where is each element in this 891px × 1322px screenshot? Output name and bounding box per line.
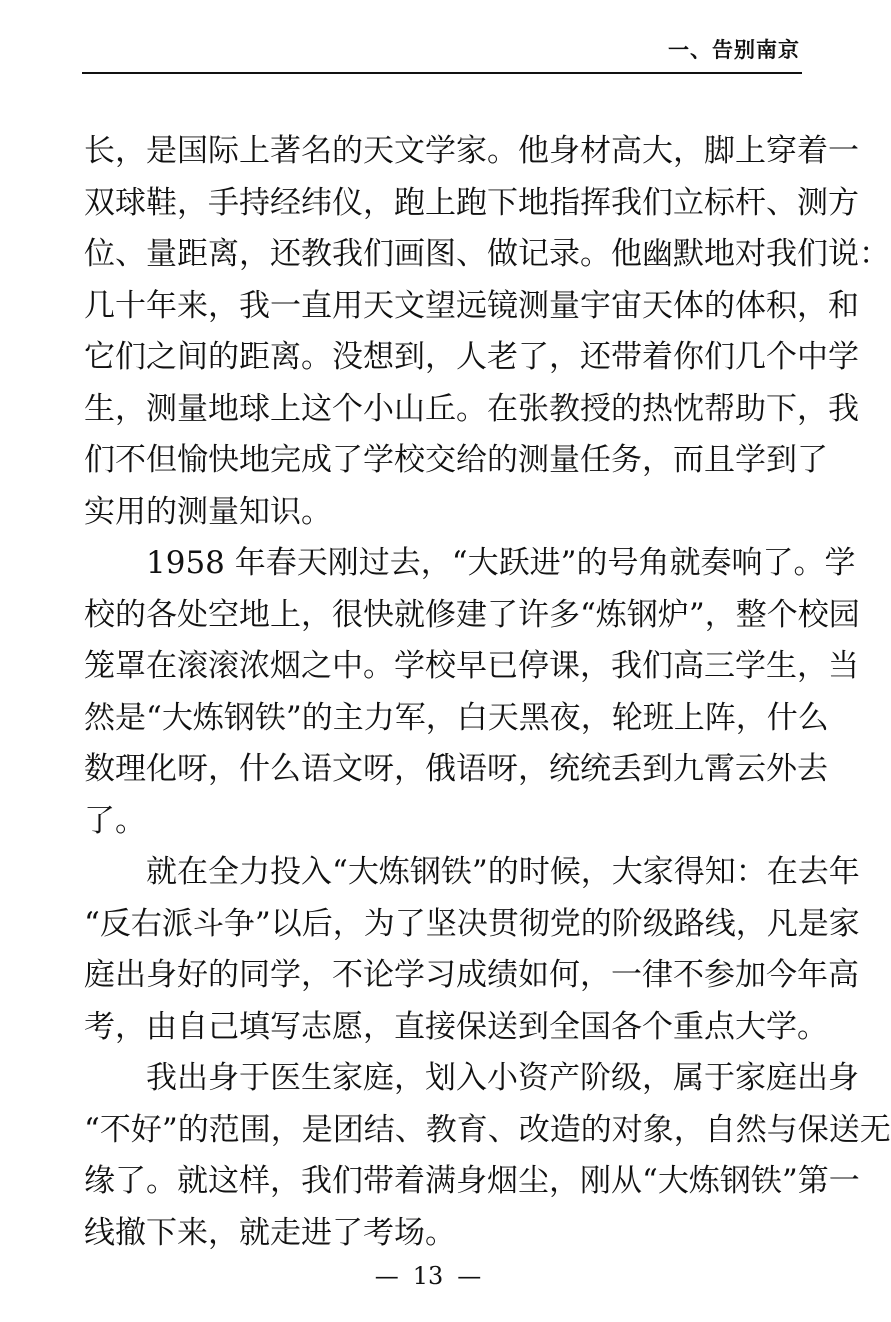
text-line: 庭出身好的同学，不论学习成绩如何，一律不参加今年高 (84, 957, 859, 993)
text-line: 们不但愉快地完成了学校交给的测量任务，而且学到了 (84, 442, 828, 478)
text-line: 双球鞋，手持经纬仪，跑上跑下地指挥我们立标杆、测方 (84, 184, 859, 221)
text-line: 实用的测量知识。 (84, 493, 332, 530)
body-text (84, 126, 891, 1259)
folio-dash-right: — (457, 1262, 482, 1290)
text-line: 校的各处空地上，很快就修建了许多“炼钢炉”，整个校园 (84, 596, 860, 633)
text-line: “反右派斗争”以后，为了坚决贯彻党的阶级路线，凡是家 (84, 905, 860, 942)
text-line: 长，是国际上著名的天文学家。他身材高大，脚上穿着一 (84, 133, 859, 169)
text-line: 然是“大炼钢铁”的主力军，白天黑夜，轮班上阵，什么 (84, 699, 829, 736)
text-line: 几十年来，我一直用天文望远镜测量宇宙天体的体积，和 (84, 287, 859, 324)
header-rule (82, 72, 802, 74)
text-line: 就在全力投入“大炼钢铁”的时候，大家得知：在去年 (146, 854, 860, 890)
page-number-value: 13 (412, 1262, 444, 1290)
text-line: 它们之间的距离。没想到，人老了，还带着你们几个中学 (84, 339, 859, 375)
text-line: “不好”的范围，是团结、教育、改造的对象，自然与保送无 (84, 1111, 891, 1148)
page-number (0, 1262, 856, 1290)
running-header: 一、告别南京 (668, 38, 800, 62)
text-line: 缘了。就这样，我们带着满身烟尘，刚从“大炼钢铁”第一 (84, 1163, 860, 1199)
text-line: 考，由自己填写志愿，直接保送到全国各个重点大学。 (84, 1008, 828, 1045)
text-line: 1958 年春天刚过去，“大跃进”的号角就奏响了。学 (146, 545, 856, 581)
text-line: 了。 (84, 802, 146, 839)
text-line: 位、量距离，还教我们画图、做记录。他幽默地对我们说： (84, 236, 890, 272)
folio-dash-left: — (374, 1262, 399, 1290)
text-line: 生，测量地球上这个小山丘。在张教授的热忱帮助下，我 (84, 390, 859, 427)
text-line: 我出身于医生家庭，划入小资产阶级，属于家庭出身 (146, 1060, 859, 1096)
text-line: 数理化呀，什么语文呀，俄语呀，统统丢到九霄云外去 (84, 751, 828, 787)
text-line: 笼罩在滚滚浓烟之中。学校早已停课，我们高三学生，当 (84, 648, 859, 684)
text-line: 线撤下来，就走进了考场。 (84, 1214, 456, 1251)
